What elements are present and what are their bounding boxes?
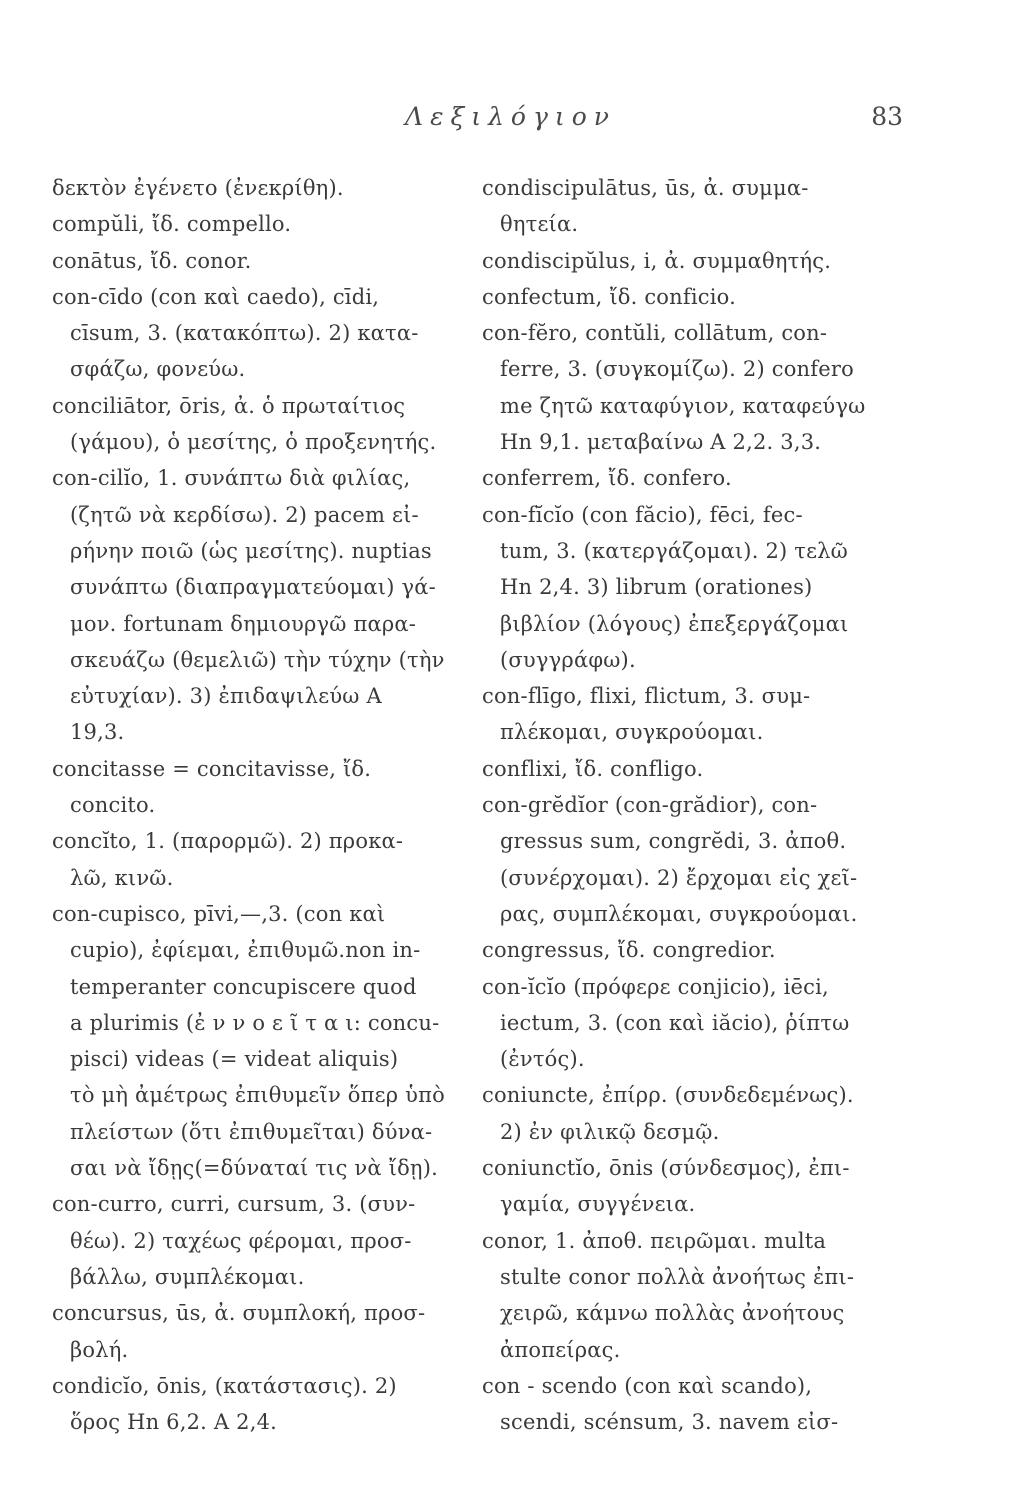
- dictionary-line: σκευάζω (θεμελιῶ) τὴν τύχην (τὴν: [70, 647, 445, 672]
- dictionary-line: concito.: [70, 793, 156, 818]
- dictionary-line: con-curro, curri, cursum, 3. (συν-: [52, 1192, 416, 1217]
- dictionary-line: con-cupisco, pīvi,—,3. (con καὶ: [52, 901, 386, 926]
- dictionary-line: iectum, 3. (con καὶ iăcio), ῥίπτω: [500, 1010, 850, 1035]
- dictionary-line: μον. fortunam δημιουργῶ παρα-: [70, 611, 417, 636]
- dictionary-line: con-grĕdĭor (con-grădior), con-: [482, 793, 818, 818]
- dictionary-line: congressus, ἴδ. congredior.: [482, 938, 776, 963]
- dictionary-line: con-ĭcĭo (πρόφερε conjicio), iēci,: [482, 974, 829, 999]
- dictionary-line: ρας, συμπλέκομαι, συγκρούομαι.: [500, 901, 858, 926]
- dictionary-line: confectum, ἴδ. conficio.: [482, 284, 736, 309]
- dictionary-line: 19,3.: [70, 720, 125, 745]
- dictionary-line: ὅρος Hn 6,2. A 2,4.: [70, 1410, 278, 1435]
- dictionary-line: pisci) videas (= videat aliquis): [70, 1047, 399, 1072]
- dictionary-line: (γάμου), ὁ μεσίτης, ὁ προξενητής.: [70, 430, 437, 455]
- dictionary-line: scendi, scénsum, 3. navem εἰσ-: [500, 1410, 839, 1435]
- dictionary-line: ἀποπείρας.: [500, 1337, 621, 1362]
- dictionary-line: con-cilĭo, 1. συνάπτω διὰ φιλίας,: [52, 466, 411, 491]
- dictionary-line: ρήνην ποιῶ (ὡς μεσίτης). nuptias: [70, 538, 432, 563]
- dictionary-line: βιβλίον (λόγους) ἐπεξεργάζομαι: [500, 611, 849, 636]
- dictionary-line: temperanter concupiscere quod: [70, 974, 417, 999]
- dictionary-line: concursus, ūs, ἀ. συμπλοκή, προσ-: [52, 1301, 426, 1326]
- dictionary-line: βολή.: [70, 1337, 129, 1362]
- dictionary-line: Hn 9,1. μεταβαίνω A 2,2. 3,3.: [500, 430, 822, 455]
- dictionary-line: conflixi, ἴδ. confligo.: [482, 756, 704, 781]
- dictionary-line: Hn 2,4. 3) librum (orationes): [500, 575, 813, 600]
- dictionary-line: con-flīgo, flixi, flictum, 3. συμ-: [482, 684, 811, 709]
- dictionary-line: γαμία, συγγένεια.: [500, 1192, 696, 1217]
- dictionary-line: conferrem, ἴδ. confero.: [482, 466, 732, 491]
- dictionary-line: πλείστων (ὅτι ἐπιθυμεῖται) δύνα-: [70, 1119, 433, 1144]
- dictionary-line: coniunctĭo, ōnis (σύνδεσμος), ἐπι-: [482, 1156, 850, 1181]
- dictionary-line: (ζητῶ νὰ κερδίσω). 2) pacem εἰ-: [70, 502, 419, 527]
- dictionary-line: tum, 3. (κατεργάζομαι). 2) τελῶ: [500, 538, 849, 563]
- dictionary-line: cupio), ἐφίεμαι, ἐπιθυμῶ.non in-: [70, 938, 421, 963]
- dictionary-line: condicĭo, ōnis, (κατάστασις). 2): [52, 1373, 397, 1398]
- dictionary-line: θέω). 2) ταχέως φέρομαι, προσ-: [70, 1228, 412, 1253]
- dictionary-line: concĭto, 1. (παρορμῶ). 2) προκα-: [52, 829, 404, 854]
- dictionary-line: εὐτυχίαν). 3) ἐπιδαψιλεύω Α: [70, 684, 382, 709]
- dictionary-line: compŭli, ἴδ. compello.: [52, 212, 292, 237]
- dictionary-line: conātus, ἴδ. conor.: [52, 248, 252, 273]
- dictionary-line: condiscipulātus, ūs, ἀ. συμμα-: [482, 176, 809, 200]
- page-number: 83: [871, 102, 903, 131]
- page-header: [0, 102, 1021, 142]
- dictionary-line: δεκτὸν ἐγένετο (ἐνεκρίθη).: [52, 176, 344, 200]
- dictionary-line: me ζητῶ καταφύγιον, καταφεύγω: [500, 393, 866, 418]
- dictionary-line: con - scendo (con καὶ scando),: [482, 1373, 813, 1398]
- dictionary-line: (ἐντός).: [500, 1047, 585, 1072]
- dictionary-line: condiscipŭlus, i, ἀ. συμμαθητής.: [482, 248, 832, 273]
- right-column: [482, 170, 907, 1440]
- dictionary-line: coniuncte, ἐπίρρ. (συνδεδεμένως).: [482, 1083, 854, 1108]
- dictionary-line: πλέκομαι, συγκρούομαι.: [500, 720, 764, 745]
- dictionary-line: gressus sum, congrĕdi, 3. ἀποθ.: [500, 829, 847, 854]
- dictionary-line: συνάπτω (διαπραγματεύομαι) γά-: [70, 575, 436, 600]
- dictionary-line: conor, 1. ἀποθ. πειρῶμαι. multa: [482, 1228, 827, 1253]
- dictionary-line: concitasse = concitavisse, ἴδ.: [52, 756, 372, 781]
- dictionary-line: ferre, 3. (συγκομίζω). 2) confero: [500, 357, 854, 382]
- dictionary-line: 2) ἐν φιλικῷ δεσμῷ.: [500, 1119, 720, 1144]
- dictionary-line: a plurimis (ἐ ν ν ο ε ῖ τ α ι: concu-: [70, 1010, 440, 1035]
- running-title: Λεξιλόγιον: [405, 102, 616, 131]
- dictionary-line: con-fĭcĭo (con făcio), fēci, fec-: [482, 502, 803, 527]
- dictionary-line: cīsum, 3. (κατακόπτω). 2) κατα-: [70, 321, 419, 346]
- dictionary-line: (συγγράφω).: [500, 647, 636, 672]
- dictionary-line: χειρῶ, κάμνω πολλὰς ἀνοήτους: [500, 1301, 845, 1326]
- dictionary-line: θητεία.: [500, 212, 579, 237]
- dictionary-line: con-fĕro, contŭli, collātum, con-: [482, 321, 828, 346]
- dictionary-line: stulte conor πολλὰ ἀνοήτως ἐπι-: [500, 1264, 855, 1289]
- dictionary-line: βάλλω, συμπλέκομαι.: [70, 1264, 305, 1289]
- dictionary-line: (συνέρχομαι). 2) ἔρχομαι εἰς χεῖ-: [500, 865, 858, 890]
- dictionary-line: con-cīdo (con καὶ caedo), cīdi,: [52, 284, 380, 309]
- dictionary-line: σαι νὰ ἴδῃς(=δύναταί τις νὰ ἴδῃ).: [70, 1156, 438, 1181]
- dictionary-line: σφάζω, φονεύω.: [70, 357, 246, 382]
- dictionary-line: τὸ μὴ ἀμέτρως ἐπιθυμεῖν ὅπερ ὑπὸ: [70, 1083, 445, 1108]
- left-column: [52, 170, 462, 1440]
- dictionary-line: conciliātor, ōris, ἀ. ὁ πρωταίτιος: [52, 393, 406, 418]
- dictionary-line: λῶ, κινῶ.: [70, 865, 174, 890]
